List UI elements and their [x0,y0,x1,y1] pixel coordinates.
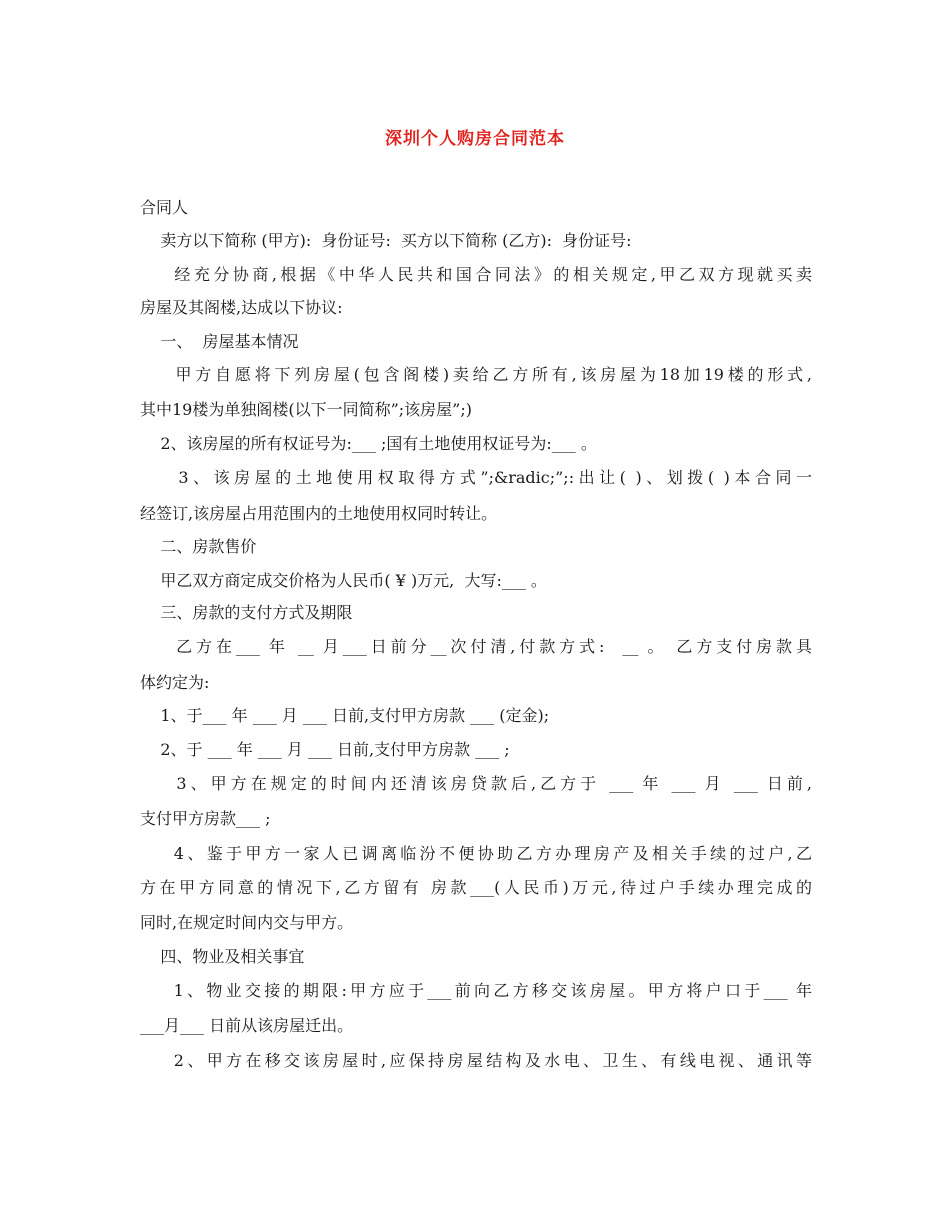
text-line: 四、物业及相关事宜 [140,947,305,966]
text-line: 2、该房屋的所有权证号为:___ ;国有土地使用权证号为:___ 。 [140,434,597,453]
text-line: 合同人 [140,198,189,217]
text-line: 体约定为: [140,673,210,692]
text-line: 乙方在___ 年 __ 月___日前分__次付清,付款方式: __ 。 乙方支付房款具 [140,637,812,656]
text-line: 经充分协商,根据《中华人民共和国合同法》的相关规定,甲乙双方现就买卖 [140,265,812,284]
text-line: 支付甲方房款___ ; [140,809,271,828]
text-line: ___月___ 日前从该房屋迁出。 [140,1016,354,1035]
text-line: 2、于 ___ 年 ___ 月 ___ 日前,支付甲方房款 ___ ; [140,740,510,759]
text-line: 甲乙双方商定成交价格为人民币( ¥ )万元, 大写:___ 。 [140,571,547,590]
text-line: 1、物业交接的期限:甲方应于___前向乙方移交该房屋。甲方将户口于___ 年 [140,981,812,1000]
text-line: 3、甲方在规定的时间内还清该房贷款后,乙方于 ___ 年 ___ 月 ___ 日前, [140,774,812,793]
text-line: 房屋及其阁楼,达成以下协议: [140,298,343,317]
document-title: 深圳个人购房合同范本 [385,129,565,149]
text-line: 甲方自愿将下列房屋(包含阁楼)卖给乙方所有,该房屋为18加19楼的形式, [140,365,812,384]
text-line: 三、房款的支付方式及期限 [140,603,353,622]
text-line: 方在甲方同意的情况下,乙方留有 房款___(人民币)万元,待过户手续办理完成的 [140,878,812,897]
text-line: 同时,在规定时间内交与甲方。 [140,913,354,932]
text-line: 经签订,该房屋占用范围内的土地使用权同时转让。 [140,504,498,523]
text-line: 其中19楼为单独阁楼(以下一同简称”;该房屋”;) [140,400,472,419]
text-line: 卖方以下简称 (甲方): 身份证号: 买方以下简称 (乙方): 身份证号: [140,231,632,250]
text-line: 1、于___ 年 ___ 月 ___ 日前,支付甲方房款 ___ (定金); [140,706,550,725]
text-line: 一、 房屋基本情况 [140,332,299,351]
text-line: 4、鉴于甲方一家人已调离临汾不便协助乙方办理房产及相关手续的过户,乙 [140,844,812,863]
text-line: 2、甲方在移交该房屋时,应保持房屋结构及水电、卫生、有线电视、通讯等 [140,1051,812,1070]
text-line: 二、房款售价 [140,537,257,556]
text-line: 3、该房屋的土地使用权取得方式”;&radic;”;:出让( )、划拨( )本合同一 [140,468,812,487]
